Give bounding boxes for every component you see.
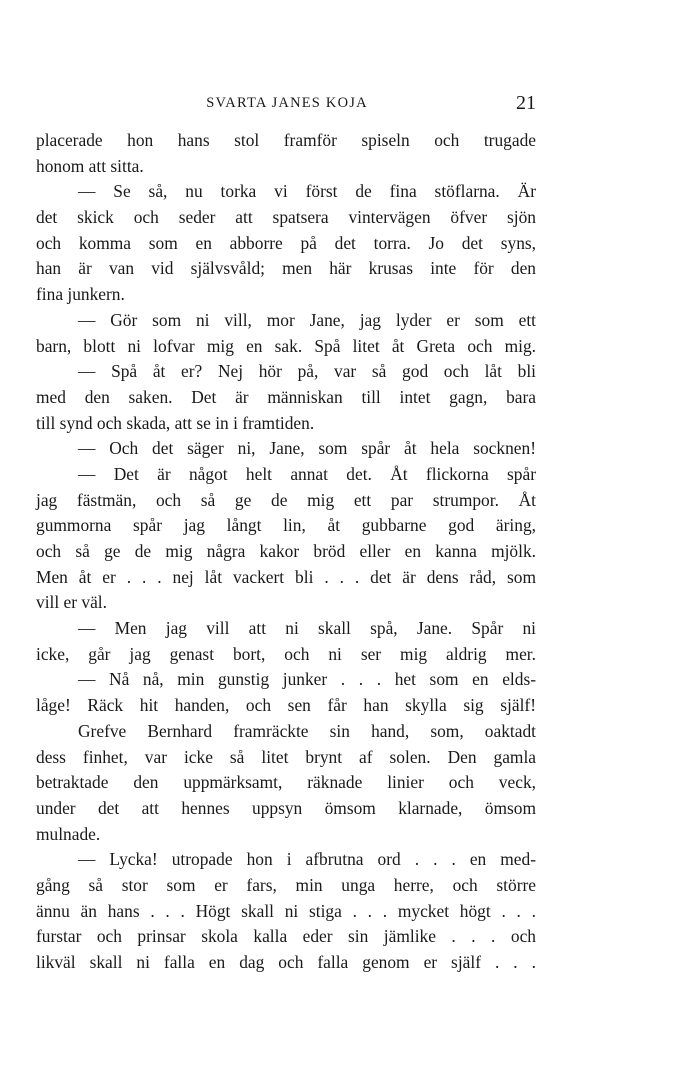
text-line: Grefve Bernhard framräckte sin hand, som, oaktadt bbox=[78, 720, 536, 741]
text-line: fina junkern. bbox=[36, 284, 125, 305]
text-line: icke, går jag genast bort, och ni ser mig aldrig mer. bbox=[36, 643, 536, 664]
text-line: — Spå åt er? Nej hör på, var så god och låt bli bbox=[78, 361, 536, 382]
text-line: — Se så, nu torka vi först de fina stöflarna. Är bbox=[78, 181, 536, 202]
text-line: dess finhet, var icke så litet brynt af solen. Den gamla bbox=[36, 746, 536, 767]
text-line: under det att hennes uppsyn ömsom klarnade, ömsom bbox=[36, 797, 536, 818]
text-line: — Och det säger ni, Jane, som spår åt hela socknen! bbox=[78, 438, 536, 459]
page-number: 21 bbox=[516, 92, 536, 114]
text-line: mulnade. bbox=[36, 823, 101, 844]
text-line: det skick och seder att spatsera vintervägen öfver sjön bbox=[36, 207, 536, 228]
text-line: — Men jag vill att ni skall spå, Jane. Spår ni bbox=[78, 618, 536, 639]
text-line: jag fästmän, och så ge de mig ett par strumpor. Åt bbox=[36, 489, 536, 510]
text-line: — Det är något helt annat det. Åt flickorna spår bbox=[78, 463, 536, 484]
text-line: han är van vid självsvåld; men här krusas inte för den bbox=[36, 258, 536, 279]
text-line: vill er väl. bbox=[36, 592, 107, 613]
text-line: likväl skall ni falla en dag och falla genom er själf . . . bbox=[36, 952, 536, 972]
text-line: och så ge de mig några kakor bröd eller en kanna mjölk. bbox=[36, 541, 536, 561]
text-line: — Lycka! utropade hon i afbrutna ord . . . en med- bbox=[78, 849, 536, 870]
text-line: och komma som en abborre på det torra. Jo det syns, bbox=[36, 232, 536, 253]
text-line: — Nå nå, min gunstig junker . . . het som en elds- bbox=[78, 669, 536, 690]
text-line: låge! Räck hit handen, och sen får han skylla sig själf! bbox=[36, 695, 536, 716]
text-line: ännu än hans . . . Högt skall ni stiga . . . mycket högt . . . bbox=[36, 900, 536, 921]
text-line: furstar och prinsar skola kalla eder sin jämlike . . . och bbox=[36, 926, 536, 947]
text-line: honom att sitta. bbox=[36, 155, 144, 176]
text-line: placerade hon hans stol framför spiseln och trugade bbox=[36, 130, 536, 150]
text-line: Men åt er . . . nej låt vackert bli . . . det är dens råd, som bbox=[36, 566, 536, 587]
text-line: barn, blott ni lofvar mig en sak. Spå litet åt Greta och mig. bbox=[36, 335, 536, 356]
text-line: gång så stor som er fars, min unga herre, och större bbox=[36, 874, 536, 895]
body-text bbox=[36, 128, 536, 976]
text-line: till synd och skada, att se in i framtiden. bbox=[36, 412, 315, 433]
text-line: gummorna spår jag långt lin, åt gubbarne god äring, bbox=[36, 515, 536, 536]
page-header bbox=[36, 92, 538, 118]
text-line: med den saken. Det är människan till intet gagn, bara bbox=[36, 386, 536, 407]
running-title: SVARTA JANES KOJA bbox=[206, 95, 368, 111]
text-line: betraktade den uppmärksamt, räknade linier och veck, bbox=[36, 772, 536, 793]
text-line: — Gör som ni vill, mor Jane, jag lyder er som ett bbox=[78, 309, 536, 330]
